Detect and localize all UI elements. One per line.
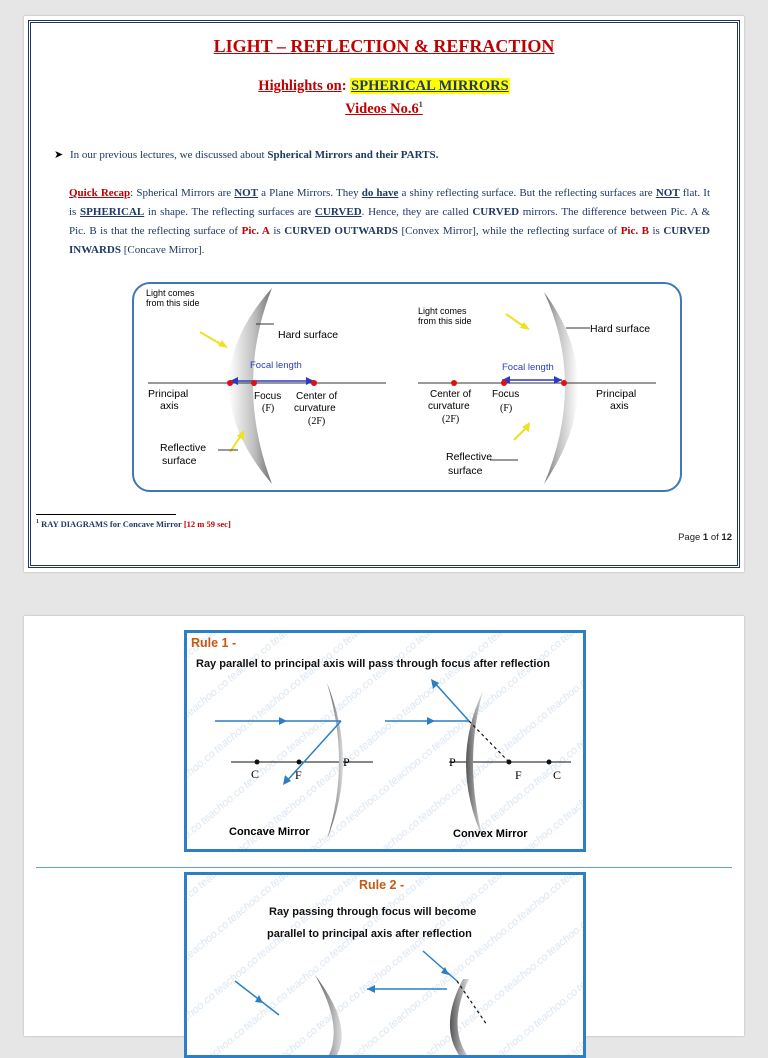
- hard-surface-label-b: Hard surface: [590, 323, 651, 335]
- quick-recap-paragraph: [69, 184, 710, 260]
- recap-emph: CURVED OUTWARDS: [284, 225, 398, 237]
- page-current: 1: [702, 532, 709, 543]
- footnote: [36, 519, 231, 529]
- rule-2-text-line2: parallel to principal axis after reflection: [267, 928, 472, 940]
- center-label-b: Center of: [430, 389, 472, 400]
- concave-mirror-shape: [544, 292, 578, 484]
- recap-text: a Plane Mirrors. They: [258, 187, 362, 199]
- highlights-heading: [24, 78, 744, 95]
- recap-text: is: [269, 225, 285, 237]
- footnote-duration: [12 m 59 sec]: [183, 519, 231, 529]
- rule-1-title: Rule 1 -: [191, 636, 237, 650]
- highlights-topic: SPHERICAL MIRRORS: [351, 78, 509, 94]
- principal-label-b: Principal: [596, 388, 637, 400]
- hard-surface-label-a: Hard surface: [278, 329, 339, 341]
- focal-length-label-a: Focal length: [250, 360, 302, 371]
- document-page-1: [24, 16, 744, 572]
- recap-text: [Concave Mirror].: [120, 244, 205, 256]
- recap-emph: CURVED INWARDS: [69, 225, 710, 256]
- from-side-label-a: from this side: [146, 298, 200, 308]
- recap-pic-b: Pic. B: [620, 225, 649, 237]
- reflective-label-b: Reflective: [446, 451, 493, 463]
- mirror-parts-diagram: [134, 284, 680, 490]
- recap-emph: CURVED: [314, 206, 362, 218]
- c-label-right: C: [553, 768, 562, 782]
- principal-label-a: Principal: [148, 388, 189, 400]
- rule-1-text: Ray parallel to principal axis will pass through focus after reflection: [196, 658, 550, 670]
- recap-text: [Convex Mirror], while the reflecting surface of: [398, 225, 621, 237]
- mirror-parts-figure: [132, 282, 682, 492]
- footnote-link-text[interactable]: RAY DIAGRAMS for Concave Mirror: [41, 519, 182, 529]
- rule-2-figure: [184, 872, 586, 1058]
- footnote-separator: [36, 514, 176, 515]
- recap-text: in shape. The reflecting surfaces are: [144, 206, 315, 218]
- rule-2-diagram: [187, 875, 583, 1055]
- curvature-label-b: curvature: [428, 401, 470, 412]
- surface-label-a: surface: [162, 455, 197, 467]
- focal-length-label-b: Focal length: [502, 362, 554, 373]
- concave-mirror-caption: Concave Mirror: [229, 826, 310, 838]
- convex-mirror-shape: [229, 288, 275, 484]
- document-page-2: [24, 616, 744, 1036]
- recap-text: mirrors. The difference between Pic. A & Pic. B is that the reflecting surface of: [69, 206, 711, 237]
- rule-1-diagram: [187, 633, 583, 849]
- bullet-text: In our previous lectures, we discussed about: [70, 149, 265, 161]
- recap-emph: SPHERICAL: [80, 206, 145, 218]
- recap-label: Quick Recap: [69, 187, 131, 199]
- arrow-bullet-icon: ➤: [54, 149, 64, 161]
- recap-emph: NOT: [234, 187, 259, 199]
- footnote-number: 1: [36, 519, 39, 526]
- curvature-label-a: curvature: [294, 403, 336, 414]
- highlights-colon: :: [341, 78, 347, 94]
- focus-label-a: Focus: [254, 391, 282, 402]
- page-total: 12: [721, 532, 732, 543]
- reflective-label-a: Reflective: [160, 442, 207, 454]
- c-label-left: C: [251, 767, 260, 781]
- light-comes-label-b: Light comes: [418, 306, 467, 316]
- recap-text: a shiny reflecting surface. But the reflecting surfaces are: [398, 187, 656, 199]
- f-label-right: F: [515, 768, 522, 782]
- light-comes-label-a: Light comes: [146, 288, 195, 298]
- highlights-prefix: Highlights on: [258, 78, 342, 94]
- recap-text: : Spherical Mirrors are: [130, 187, 235, 199]
- videos-heading: [24, 100, 744, 118]
- page-number: [678, 532, 732, 543]
- f-label-b: (F): [500, 403, 513, 414]
- page-title: LIGHT – REFLECTION & REFRACTION: [213, 36, 555, 56]
- rule-2-title: Rule 2 -: [359, 878, 405, 892]
- recap-text: flat. It is: [69, 187, 710, 218]
- bullet-bold-text: Spherical Mirrors and their PARTS.: [267, 149, 439, 161]
- videos-footnote-ref[interactable]: 1: [418, 100, 423, 109]
- recap-emph: NOT: [655, 187, 680, 199]
- 2f-label-a: (2F): [308, 416, 326, 427]
- surface-label-b: surface: [448, 465, 483, 477]
- axis-label-b: axis: [610, 400, 629, 412]
- recap-emph: do have: [361, 187, 399, 199]
- p-label-right: P: [449, 755, 456, 769]
- page-of: of: [710, 532, 719, 543]
- bullet-paragraph: [54, 148, 710, 161]
- center-label-a: Center of: [296, 391, 338, 402]
- f-label-left: F: [295, 768, 302, 782]
- recap-text: is: [648, 225, 664, 237]
- page-prefix: Page: [678, 532, 701, 543]
- f-label-a: (F): [262, 403, 275, 414]
- focus-label-b: Focus: [492, 389, 520, 400]
- rule-2-text-line1: Ray passing through focus will become: [269, 906, 477, 918]
- recap-text: . Hence, they are called: [361, 206, 473, 218]
- recap-emph: CURVED: [472, 206, 520, 218]
- axis-label-a: axis: [160, 400, 179, 412]
- rule-1-figure: [184, 630, 586, 852]
- section-divider: [36, 867, 732, 868]
- from-side-label-b: from this side: [418, 316, 472, 326]
- p-label-left: P: [343, 755, 350, 769]
- recap-pic-a: Pic. A: [241, 225, 270, 237]
- 2f-label-b: (2F): [442, 414, 460, 425]
- convex-mirror-caption: Convex Mirror: [453, 828, 528, 840]
- videos-label: Videos No.6: [345, 100, 419, 117]
